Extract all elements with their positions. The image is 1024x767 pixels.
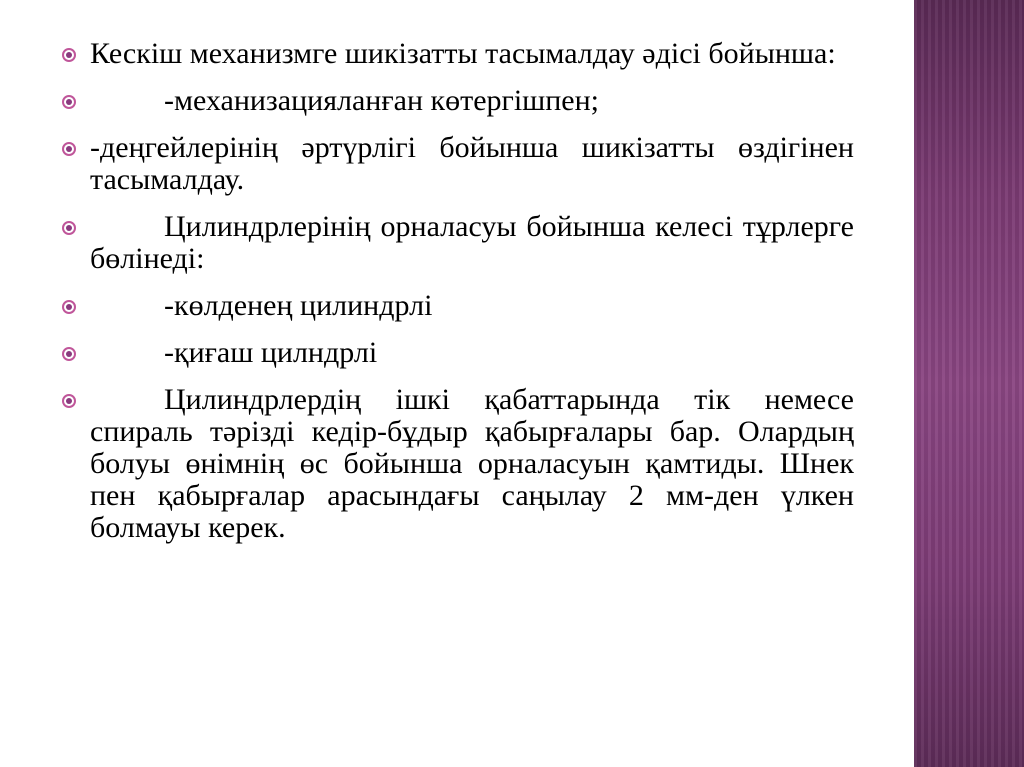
- list-item-text: Цилиндрлерінің орналасуы бойынша келесі тұрлерге бөлінеді:: [90, 210, 854, 275]
- bullet-icon: [62, 142, 76, 156]
- bullet-icon: [62, 48, 76, 62]
- list-item: [62, 38, 854, 70]
- list-item-text: -көлденең цилиндрлі: [164, 289, 433, 322]
- list-item-text: Кескіш механизмге шикізатты тасымалдау әдісі бойынша:: [90, 37, 836, 70]
- list-item-text: -деңгейлерінің әртүрлігі бойынша шикізатты өздігінен тасымалдау.: [90, 131, 854, 196]
- list-item-text: -қиғаш цилндрлі: [164, 336, 378, 369]
- bullet-icon: [62, 95, 76, 109]
- list-item: [62, 290, 854, 322]
- list-item: [62, 132, 854, 196]
- bullet-list: [62, 38, 854, 559]
- list-item: [62, 337, 854, 369]
- list-item-text: -механизацияланған көтергішпен;: [164, 84, 600, 117]
- list-item: [62, 211, 854, 275]
- list-item: [62, 384, 854, 544]
- list-item-text: Цилиндрлердің ішкі қабаттарында тік немесе спираль тәрізді кедір-бұдыр қабырғалары бар. Олардың болуы өнімнің өс бойынша орналасуын қамтиды. Шнек пен қабырғалар арасындағы саңылау 2 мм-ден үлкен болмауы керек.: [90, 383, 854, 544]
- bullet-icon: [62, 300, 76, 314]
- decorative-side-band: [914, 0, 1024, 767]
- list-item: [62, 85, 854, 117]
- bullet-icon: [62, 347, 76, 361]
- bullet-icon: [62, 394, 76, 408]
- bullet-icon: [62, 221, 76, 235]
